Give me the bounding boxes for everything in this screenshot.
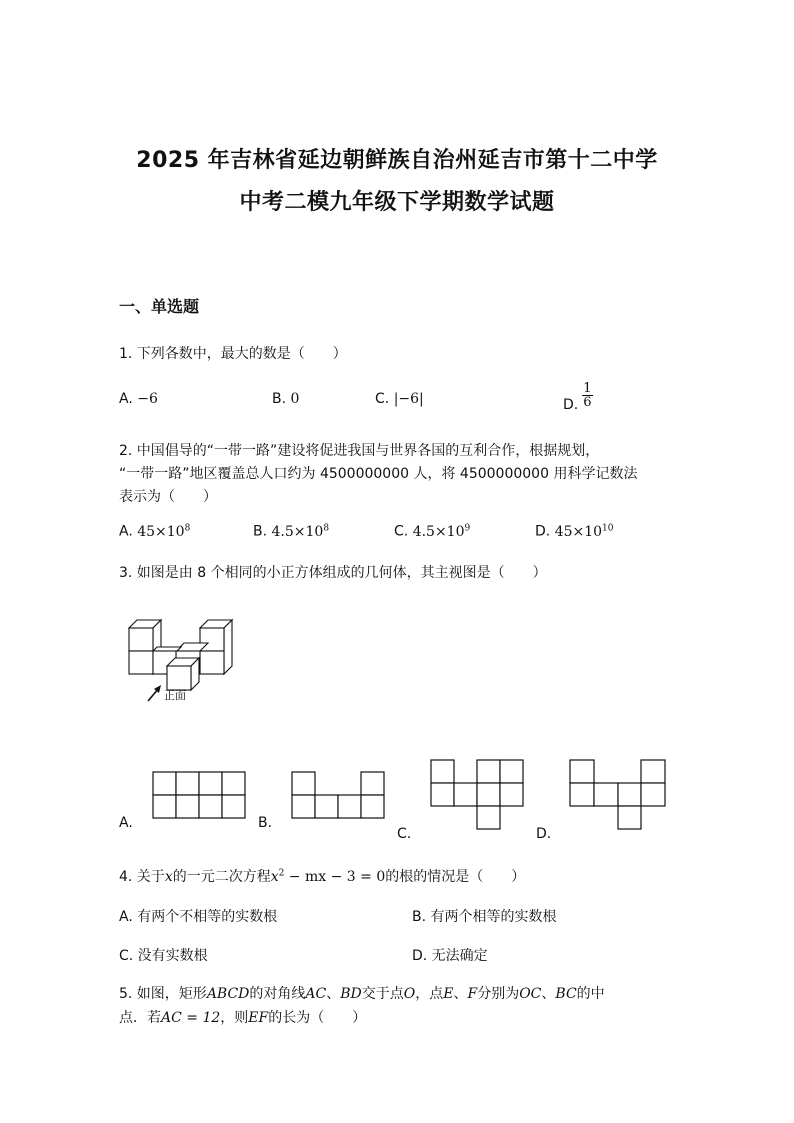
q2-option-a: A. $45\times 10^8$ bbox=[119, 523, 191, 540]
q2-line-2: “一带一路”地区覆盖总人口约为 4500000000 人，将 4500000000 用科学记数法 bbox=[119, 466, 638, 482]
q3-option-c-label: C. bbox=[397, 826, 412, 842]
q2-option-b: B. $4.5\times 10^8$ bbox=[253, 523, 330, 540]
q3-option-a-view bbox=[152, 771, 246, 819]
q1-option-d: D. $\frac{1}{6}$ bbox=[563, 381, 592, 413]
q1-stem: 1. 下列各数中，最大的数是（ ） bbox=[119, 346, 347, 362]
q2-line-1: 2. 中国倡导的“一带一路”建设将促进我国与世界各国的互利合作，根据规划， bbox=[119, 443, 600, 459]
q4-option-a: A. 有两个不相等的实数根 bbox=[119, 909, 278, 925]
title-line-2: 中考二模九年级下学期数学试题 bbox=[239, 190, 555, 215]
q1-option-c: C. |−6| bbox=[375, 391, 424, 407]
q4-option-c: C. 没有实数根 bbox=[119, 948, 208, 964]
q2-line-3: 表示为（ ） bbox=[119, 489, 217, 505]
q4-option-b: B. 有两个相等的实数根 bbox=[412, 909, 557, 925]
q3-option-d-view bbox=[569, 759, 667, 831]
title-line-1: 2025 年吉林省延边朝鲜族自治州延吉市第十二中学 bbox=[136, 148, 658, 173]
q2-option-c: C. $4.5\times 10^9$ bbox=[394, 523, 471, 540]
q1-option-b: B. 0 bbox=[272, 391, 300, 407]
arrow-icon bbox=[145, 682, 165, 704]
q3-option-d-label: D. bbox=[536, 826, 552, 842]
q5-line-2: 点．若AC = 12，则EF的长为（ ） bbox=[119, 1010, 367, 1026]
q3-option-a-label: A. bbox=[119, 815, 133, 831]
q4-option-d: D. 无法确定 bbox=[412, 948, 488, 964]
q2-option-d: D. $45\times 10^{10}$ bbox=[535, 523, 614, 540]
q3-option-b-label: B. bbox=[258, 815, 273, 831]
q3-option-c-view bbox=[430, 759, 526, 831]
q3-option-b-view bbox=[291, 771, 385, 819]
fraction: $\frac{1}{6}$ bbox=[583, 381, 592, 410]
section-heading: 一、单选题 bbox=[119, 297, 200, 316]
q3-stem: 3. 如图是由 8 个相同的小正方体组成的几何体，其主视图是（ ） bbox=[119, 565, 547, 581]
q4-stem: 4. 关于x的一元二次方程$x^2$ − mx − 3 = 0的根的情况是（ ） bbox=[119, 868, 526, 885]
q1-option-a: A. −6 bbox=[119, 391, 158, 407]
front-label: 正面 bbox=[164, 689, 186, 702]
q5-line-1: 5. 如图，矩形ABCD的对角线AC、BD交于点O，点E、F分别为OC、BC的中 bbox=[119, 986, 605, 1002]
